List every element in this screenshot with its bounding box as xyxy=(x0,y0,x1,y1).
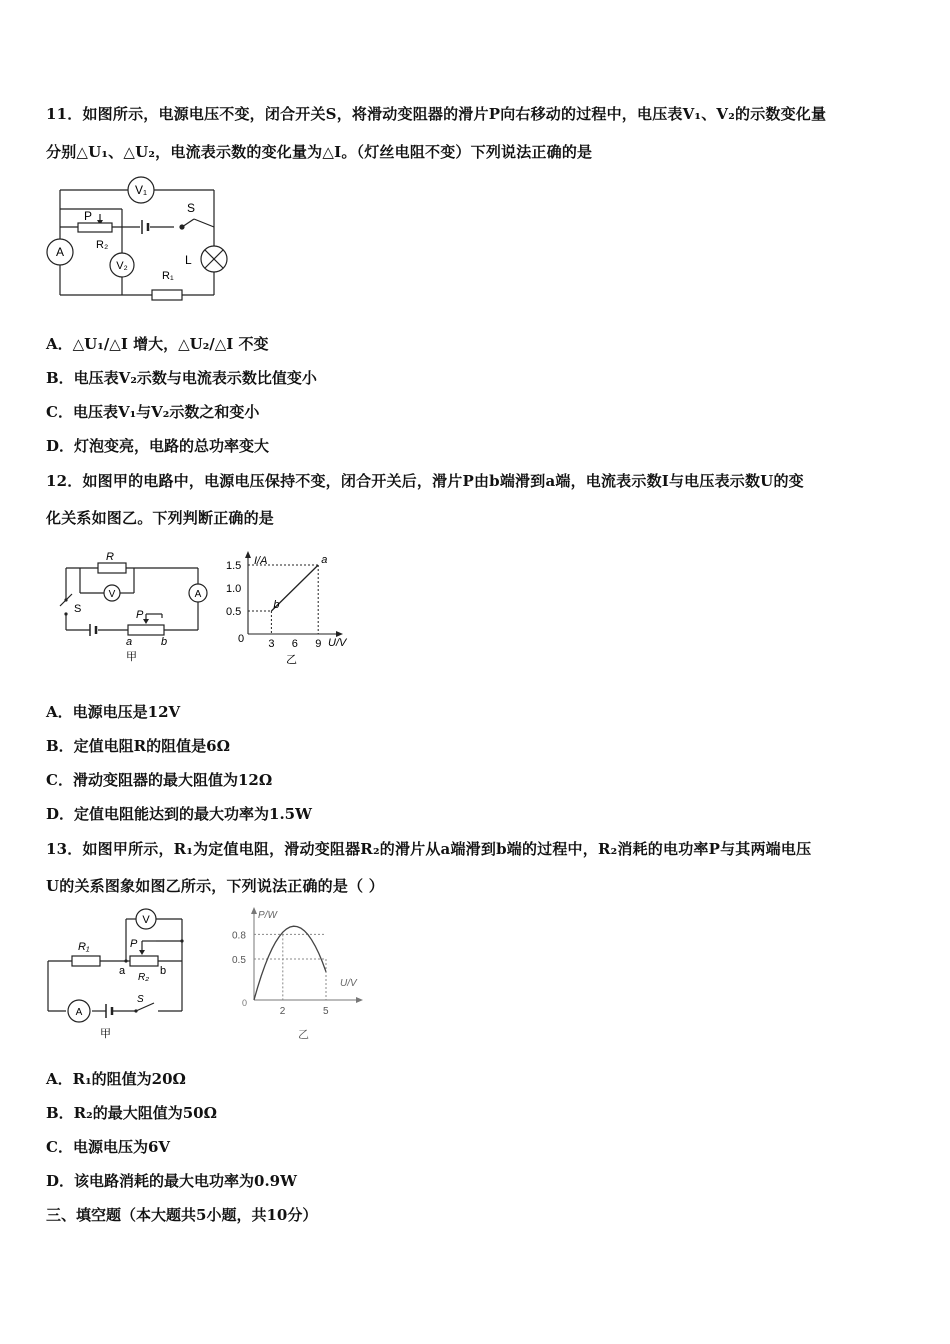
label-s: S xyxy=(187,201,196,215)
y-axis-label: P/W xyxy=(258,910,277,921)
rheostat-r2 xyxy=(130,956,158,966)
q11-stem-line2: 分别△U₁、△U₂，电流表示数的变化量为△I。（灯丝电阻不变）下列说法正确的是 xyxy=(46,143,593,161)
label-r1: R₁ xyxy=(78,941,90,953)
label-r1: R₁ xyxy=(162,270,174,282)
lamp-icon xyxy=(201,246,227,272)
label-b: b xyxy=(160,965,167,977)
y-tick-label: 1.5 xyxy=(226,560,242,572)
label-ammeter: A xyxy=(194,589,202,600)
q11-option-a: A．△U₁/△I 增大，△U₂/△I 不变 xyxy=(46,335,269,353)
q13-option-c: C．电源电压为6V xyxy=(46,1138,171,1156)
q12-graph xyxy=(224,550,364,670)
caption-jia: 甲 xyxy=(126,651,137,663)
q13-stem-line1: 13．如图甲所示，R₁为定值电阻，滑动变阻器R₂的滑片从a端滑到b端的过程中，R₂消耗的电功率P与其两端电压 xyxy=(46,840,812,858)
q13-circuit-diagram xyxy=(44,905,194,1041)
y-axis-arrow-icon xyxy=(251,907,257,914)
label-r2: R₂ xyxy=(96,239,109,251)
label-a: a xyxy=(119,965,126,977)
x-tick-label: 2 xyxy=(279,1006,286,1017)
y-axis-label: I/A xyxy=(254,555,268,567)
q11-option-c: C．电压表V₁与V₂示数之和变小 xyxy=(46,403,260,421)
y-tick-label: 0.5 xyxy=(232,955,246,966)
rheostat-r2 xyxy=(78,223,112,232)
q11-option-d: D．灯泡变亮，电路的总功率变大 xyxy=(46,437,270,455)
point-label-b: b xyxy=(273,599,280,611)
slider-arrow-icon xyxy=(139,950,145,955)
x-axis-arrow-icon xyxy=(356,997,363,1003)
y-axis-arrow-icon xyxy=(245,551,251,558)
x-axis-label: U/V xyxy=(340,978,357,989)
resistor-r1 xyxy=(152,290,182,300)
x-tick-label: 5 xyxy=(323,1006,329,1017)
q11-circuit-diagram xyxy=(44,172,244,302)
q13-option-a: A．R₁的阻值为20Ω xyxy=(46,1070,186,1088)
x-axis-label: U/V xyxy=(328,637,347,649)
resistor-r xyxy=(98,563,126,573)
caption-yi: 乙 xyxy=(298,1029,309,1041)
q12-option-b: B．定值电阻R的阻值是6Ω xyxy=(46,737,230,755)
label-p: P xyxy=(136,609,144,621)
q11-option-b: B．电压表V₂示数与电流表示数比值变小 xyxy=(46,369,317,387)
q12-option-c: C．滑动变阻器的最大阻值为12Ω xyxy=(46,771,273,789)
label-s: S xyxy=(137,994,144,1005)
power-curve xyxy=(254,926,326,1000)
label-p: P xyxy=(84,209,93,223)
label-r: R xyxy=(106,551,114,563)
label-ammeter: A xyxy=(55,245,65,259)
label-r2: R₂ xyxy=(138,972,150,983)
q12-stem-line1: 12．如图甲的电路中，电源电压保持不变，闭合开关后，滑片P由b端滑到a端，电流表示数I与电压表示数U的变 xyxy=(46,472,804,490)
label-v1: V₁ xyxy=(134,183,148,197)
label-s: S xyxy=(74,603,82,615)
caption-yi: 乙 xyxy=(286,654,297,666)
label-p: P xyxy=(130,938,138,950)
label-ammeter: A xyxy=(75,1007,83,1018)
label-a: a xyxy=(126,636,133,648)
q12-option-d: D．定值电阻能达到的最大功率为1.5W xyxy=(46,805,312,823)
origin-label: 0 xyxy=(238,633,245,645)
q13-option-b: B．R₂的最大阻值为50Ω xyxy=(46,1104,217,1122)
y-tick-label: 1.0 xyxy=(226,583,242,595)
point-label-a: a xyxy=(321,554,328,566)
q13-stem-line2: U的关系图象如图乙所示，下列说法正确的是（ ） xyxy=(46,877,384,895)
x-tick-label: 6 xyxy=(291,638,298,650)
x-tick-label: 3 xyxy=(268,638,275,650)
slider-arrow-icon xyxy=(143,619,149,624)
q12-option-a: A．电源电压是12V xyxy=(46,703,181,721)
resistor-r1 xyxy=(72,956,100,966)
label-voltmeter: V xyxy=(142,914,150,926)
q12-circuit-diagram xyxy=(50,548,220,670)
label-v2: V₂ xyxy=(116,260,128,272)
y-tick-label: 0.5 xyxy=(226,606,242,618)
y-tick-label: 0.8 xyxy=(232,930,246,942)
q13-option-d: D．该电路消耗的最大电功率为0.9W xyxy=(46,1172,297,1190)
caption-jia: 甲 xyxy=(100,1028,111,1040)
origin-label: 0 xyxy=(242,998,248,1008)
label-b: b xyxy=(161,636,168,648)
x-tick-label: 9 xyxy=(315,638,322,650)
section-3-heading: 三、填空题（本大题共5小题，共10分） xyxy=(46,1206,318,1224)
q11-stem-line1: 11．如图所示，电源电压不变，闭合开关S，将滑动变阻器的滑片P向右移动的过程中，电压表V₁、V₂的示数变化量 xyxy=(46,105,827,123)
rheostat xyxy=(128,625,164,635)
label-voltmeter: V xyxy=(108,589,116,600)
q13-graph xyxy=(228,904,378,1044)
label-l: L xyxy=(185,253,192,267)
q12-stem-line2: 化关系如图乙。下列判断正确的是 xyxy=(46,509,275,527)
